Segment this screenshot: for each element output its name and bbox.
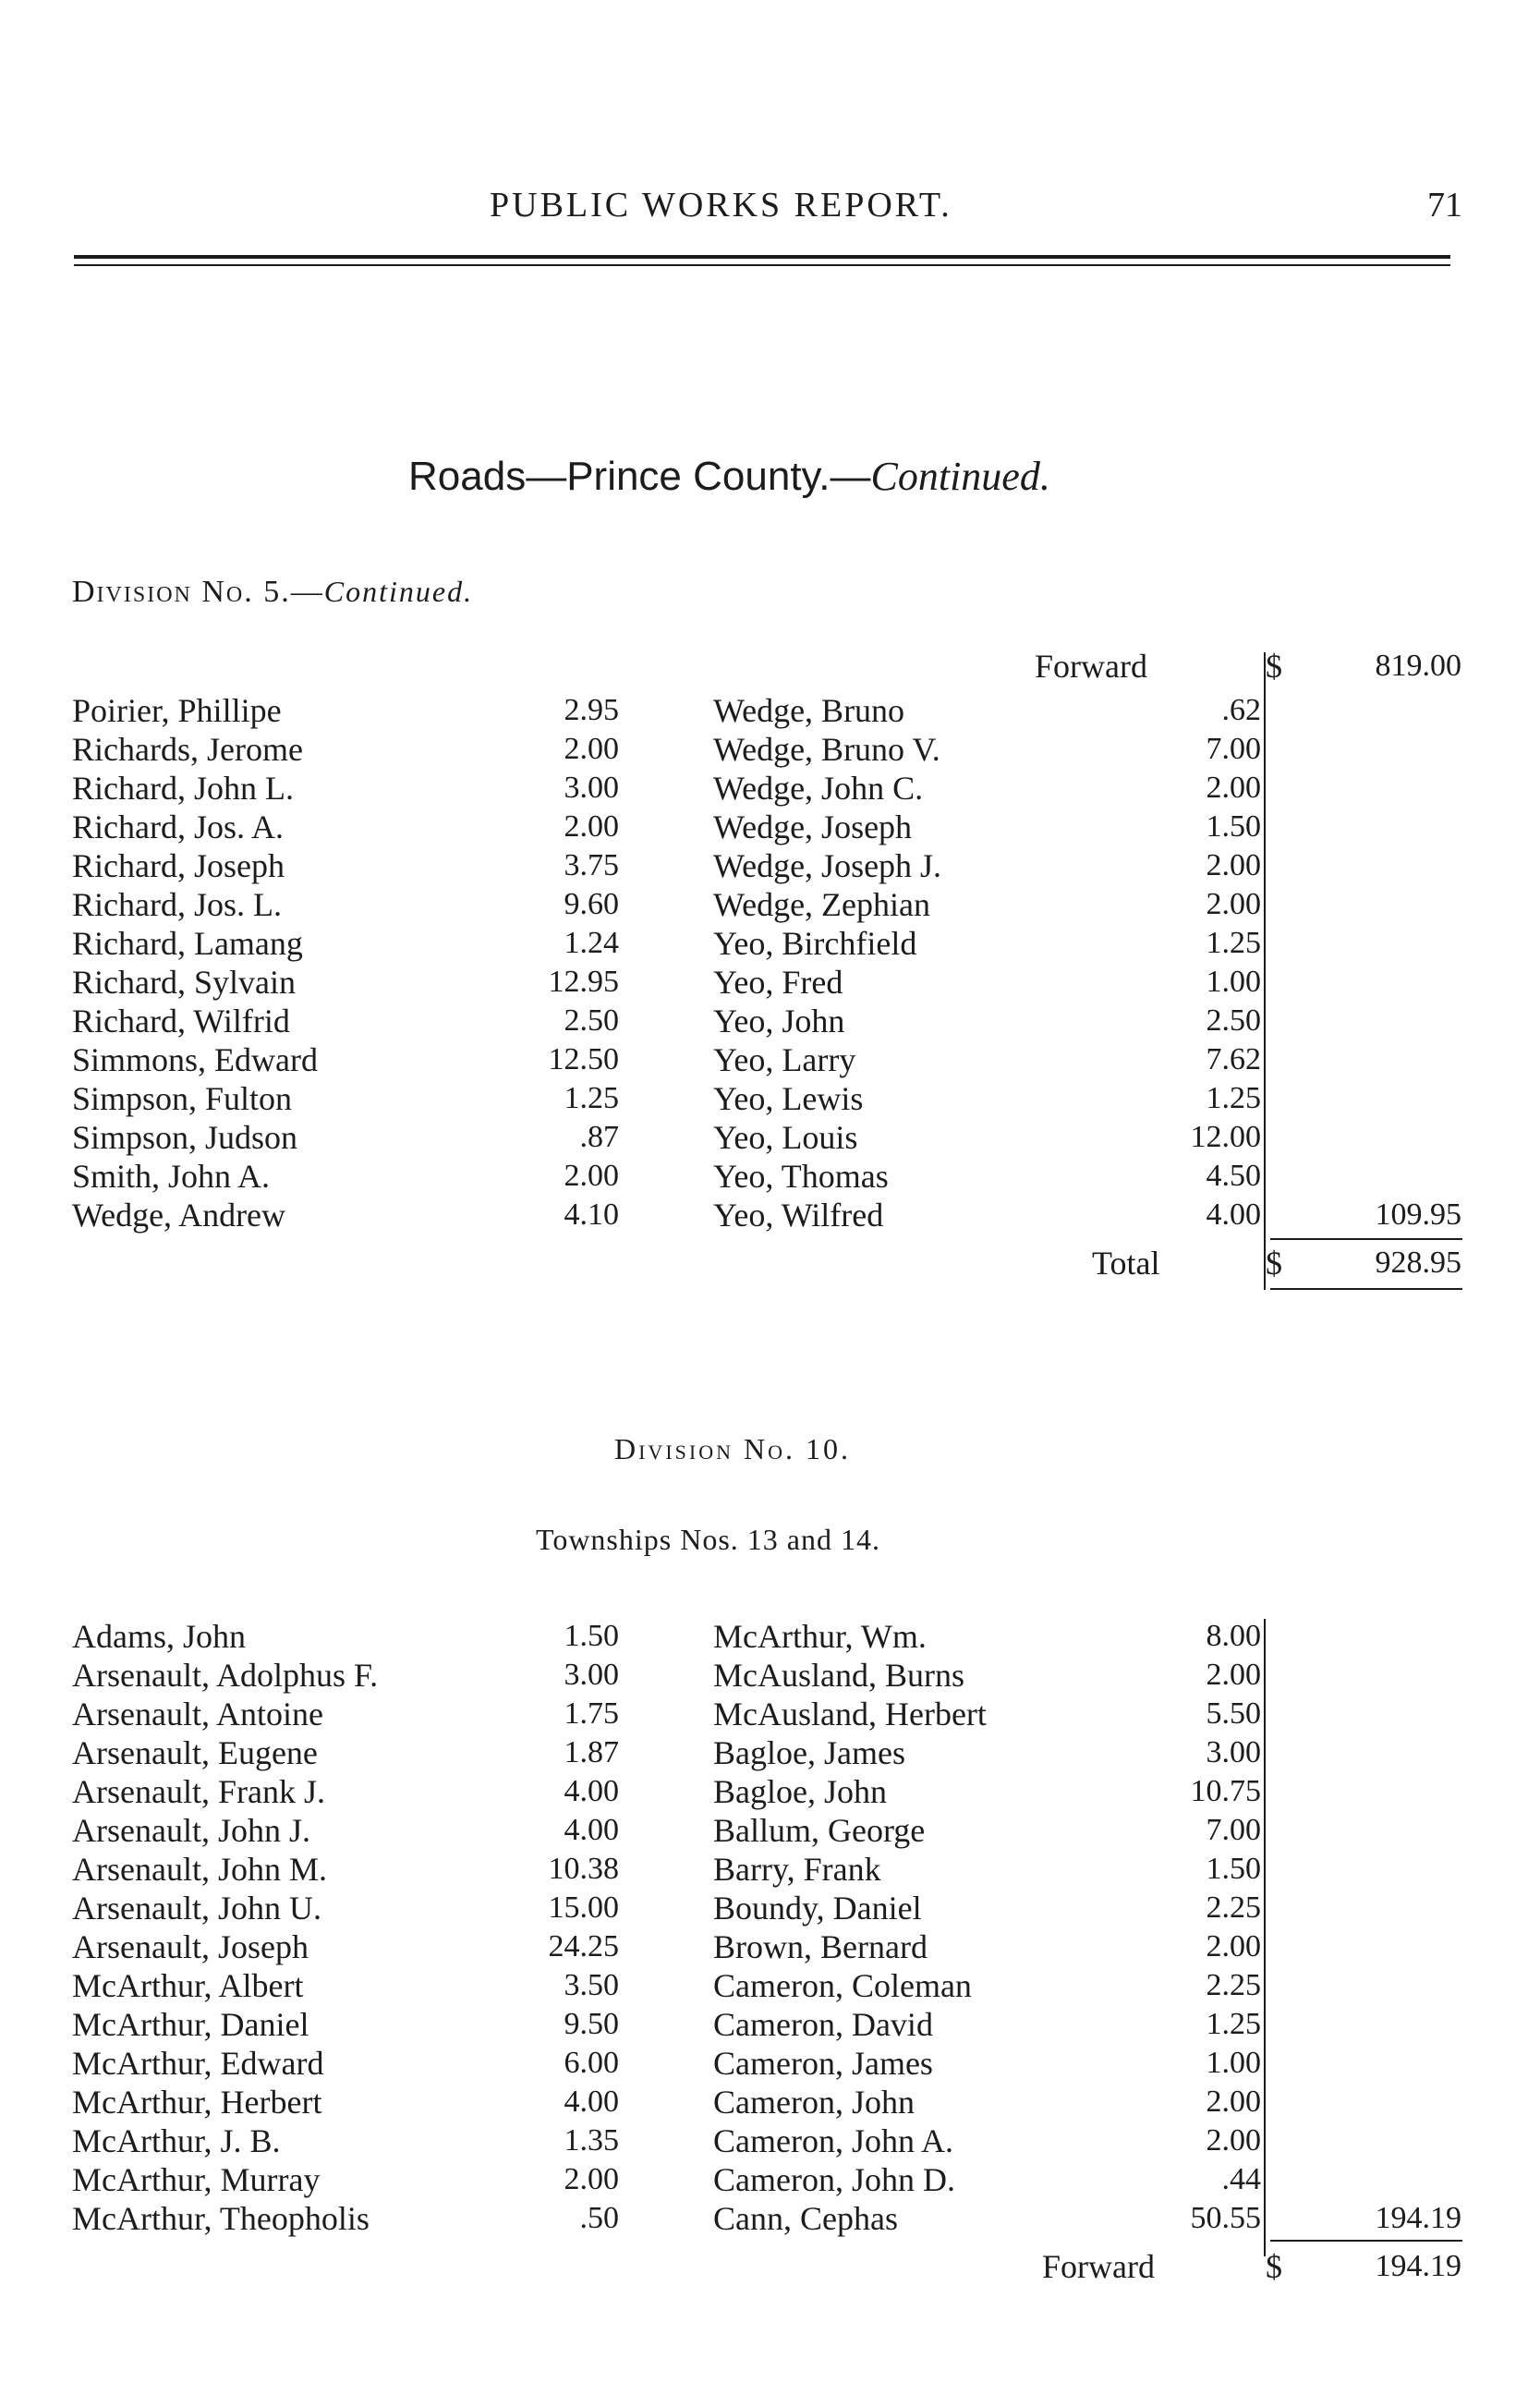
division-5-forward-amount: 819.00 bbox=[1375, 649, 1461, 683]
amount-cell: 2.95 bbox=[564, 693, 619, 727]
amount-cell: 12.95 bbox=[548, 965, 619, 999]
list-item: Richard, Lamang bbox=[72, 925, 303, 962]
list-item: Richards, Jerome bbox=[72, 731, 303, 768]
amount-cell: 1.25 bbox=[564, 1081, 619, 1115]
division-10-heading: Division No. 10. bbox=[614, 1432, 851, 1465]
list-item: Arsenault, Adolphus F. bbox=[72, 1657, 379, 1694]
amount-cell: 1.87 bbox=[564, 1735, 619, 1769]
amount-cell: 1.50 bbox=[564, 1619, 619, 1653]
amount-cell: 4.50 bbox=[1206, 1159, 1261, 1193]
amount-cell: 7.00 bbox=[1206, 1813, 1261, 1847]
list-item: Boundy, Daniel bbox=[713, 1890, 922, 1927]
division-5-continued: Continued. bbox=[323, 575, 474, 608]
amount-cell: 2.00 bbox=[1206, 771, 1261, 805]
amount-cell: 2.00 bbox=[1206, 848, 1261, 882]
list-item: Wedge, Zephian bbox=[713, 886, 931, 923]
list-item: Yeo, Thomas bbox=[713, 1158, 889, 1195]
amount-cell: 1.00 bbox=[1206, 2046, 1261, 2080]
amount-cell: .62 bbox=[1221, 693, 1261, 727]
division-10-column-rule bbox=[1264, 1619, 1266, 2256]
list-item: Adams, John bbox=[72, 1618, 246, 1655]
list-item: McArthur, Albert bbox=[72, 1967, 304, 2004]
amount-cell: 4.00 bbox=[564, 1813, 619, 1847]
amount-cell: 2.00 bbox=[1206, 2123, 1261, 2158]
list-item: Richard, Wilfrid bbox=[72, 1003, 290, 1039]
list-item: McArthur, Herbert bbox=[72, 2084, 322, 2121]
amount-cell: 4.00 bbox=[1206, 1197, 1261, 1232]
amount-cell: 4.00 bbox=[564, 2085, 619, 2119]
amount-cell: 4.10 bbox=[564, 1197, 619, 1232]
amount-cell: 2.00 bbox=[1206, 1658, 1261, 1692]
list-item: McArthur, Daniel bbox=[72, 2006, 309, 2043]
amount-cell: 5.50 bbox=[1206, 1696, 1261, 1731]
list-item: Richard, Sylvain bbox=[72, 964, 296, 1001]
list-item: Smith, John A. bbox=[72, 1158, 271, 1195]
list-item: Richard, Joseph bbox=[72, 847, 285, 884]
amount-cell: 2.00 bbox=[1206, 887, 1261, 921]
list-item: Arsenault, Eugene bbox=[72, 1734, 318, 1771]
division-10-subtotal: 194.19 bbox=[1375, 2201, 1461, 2235]
list-item: Yeo, Wilfred bbox=[713, 1197, 884, 1234]
division-5-total-dollar: $ bbox=[1266, 1245, 1282, 1282]
amount-cell: 1.50 bbox=[1206, 1852, 1261, 1886]
page-number: 71 bbox=[1427, 186, 1462, 225]
list-item: McArthur, Theopholis bbox=[72, 2200, 370, 2237]
list-item: Wedge, Andrew bbox=[72, 1197, 286, 1234]
running-head: PUBLIC WORKS REPORT. bbox=[490, 186, 952, 225]
division-5-heading bbox=[72, 575, 473, 610]
division-5-subtotal: 109.95 bbox=[1375, 1197, 1461, 1232]
list-item: Yeo, Birchfield bbox=[713, 925, 917, 962]
title-continued: Continued. bbox=[870, 454, 1050, 499]
list-item: Cann, Cephas bbox=[713, 2200, 898, 2237]
division-10-forward-amount: 194.19 bbox=[1375, 2249, 1461, 2283]
amount-cell: 1.25 bbox=[1206, 2007, 1261, 2041]
amount-cell: 12.50 bbox=[548, 1042, 619, 1076]
amount-cell: 2.00 bbox=[564, 2162, 619, 2196]
list-item: McAusland, Burns bbox=[713, 1657, 964, 1694]
division-5-label: Division No. 5.— bbox=[72, 575, 324, 609]
amount-cell: 3.00 bbox=[1206, 1735, 1261, 1769]
list-item: Yeo, Lewis bbox=[713, 1080, 864, 1117]
amount-cell: 1.25 bbox=[1206, 926, 1261, 960]
amount-cell: .87 bbox=[579, 1120, 619, 1154]
amount-cell: 3.00 bbox=[564, 771, 619, 805]
list-item: Arsenault, John U. bbox=[72, 1890, 321, 1927]
division-5-total-rule bbox=[1270, 1288, 1462, 1290]
header-rule-thick bbox=[74, 255, 1450, 259]
list-item: Arsenault, Antoine bbox=[72, 1696, 323, 1732]
list-item: Wedge, Bruno bbox=[713, 692, 905, 729]
division-10-forward-label: Forward bbox=[1042, 2248, 1155, 2285]
list-item: Cameron, John A. bbox=[713, 2122, 953, 2159]
townships-heading: Townships Nos. 13 and 14. bbox=[536, 1523, 880, 1556]
list-item: Arsenault, Joseph bbox=[72, 1928, 309, 1965]
list-item: Yeo, Fred bbox=[713, 964, 843, 1001]
amount-cell: 3.75 bbox=[564, 848, 619, 882]
list-item: Simpson, Judson bbox=[72, 1119, 298, 1156]
list-item: Yeo, Louis bbox=[713, 1119, 858, 1156]
amount-cell: 2.25 bbox=[1206, 1968, 1261, 2002]
page-title bbox=[408, 453, 1050, 500]
amount-cell: 10.38 bbox=[548, 1852, 619, 1886]
division-5-forward-dollar: $ bbox=[1266, 648, 1282, 685]
list-item: McArthur, Edward bbox=[72, 2045, 324, 2082]
amount-cell: 2.00 bbox=[1206, 2085, 1261, 2119]
list-item: McArthur, J. B. bbox=[72, 2122, 281, 2159]
division-10-subtotal-rule bbox=[1270, 2240, 1462, 2242]
title-main: Roads—Prince County.— bbox=[408, 454, 871, 499]
amount-cell: 1.75 bbox=[564, 1696, 619, 1731]
list-item: Wedge, Joseph J. bbox=[713, 847, 942, 884]
list-item: Cameron, James bbox=[713, 2045, 933, 2082]
amount-cell: 2.00 bbox=[564, 1159, 619, 1193]
amount-cell: 10.75 bbox=[1190, 1774, 1261, 1808]
list-item: Arsenault, John M. bbox=[72, 1851, 327, 1888]
amount-cell: 2.00 bbox=[564, 732, 619, 766]
list-item: Wedge, John C. bbox=[713, 770, 924, 807]
amount-cell: 2.50 bbox=[1206, 1003, 1261, 1038]
amount-cell: 3.00 bbox=[564, 1658, 619, 1692]
list-item: McArthur, Wm. bbox=[713, 1618, 927, 1655]
amount-cell: 6.00 bbox=[564, 2046, 619, 2080]
list-item: Simpson, Fulton bbox=[72, 1080, 293, 1117]
list-item: Wedge, Bruno V. bbox=[713, 731, 940, 768]
amount-cell: 2.25 bbox=[1206, 1890, 1261, 1925]
list-item: Wedge, Joseph bbox=[713, 808, 913, 845]
amount-cell: 9.60 bbox=[564, 887, 619, 921]
amount-cell: 7.62 bbox=[1206, 1042, 1261, 1076]
list-item: Cameron, John D. bbox=[713, 2161, 955, 2198]
list-item: Barry, Frank bbox=[713, 1851, 881, 1888]
amount-cell: 12.00 bbox=[1190, 1120, 1261, 1154]
list-item: Arsenault, John J. bbox=[72, 1812, 310, 1849]
list-item: Bagloe, John bbox=[713, 1773, 887, 1810]
list-item: Ballum, George bbox=[713, 1812, 926, 1849]
list-item: Cameron, John bbox=[713, 2084, 915, 2121]
division-5-forward-label: Forward bbox=[1035, 648, 1147, 685]
list-item: Richard, John L. bbox=[72, 770, 294, 807]
list-item: Cameron, David bbox=[713, 2006, 933, 2043]
amount-cell: 1.35 bbox=[564, 2123, 619, 2158]
amount-cell: 1.24 bbox=[564, 926, 619, 960]
list-item: Richard, Jos. A. bbox=[72, 808, 284, 845]
amount-cell: 15.00 bbox=[548, 1890, 619, 1925]
amount-cell: 1.50 bbox=[1206, 809, 1261, 844]
division-5-column-rule bbox=[1264, 652, 1266, 1290]
list-item: McArthur, Murray bbox=[72, 2161, 321, 2198]
list-item: Cameron, Coleman bbox=[713, 1967, 972, 2004]
amount-cell: 2.50 bbox=[564, 1003, 619, 1038]
list-item: Arsenault, Frank J. bbox=[72, 1773, 325, 1810]
amount-cell: 9.50 bbox=[564, 2007, 619, 2041]
division-5-total-label: Total bbox=[1092, 1245, 1160, 1282]
amount-cell: 4.00 bbox=[564, 1774, 619, 1808]
amount-cell: 2.00 bbox=[1206, 1929, 1261, 1963]
amount-cell: 8.00 bbox=[1206, 1619, 1261, 1653]
list-item: Yeo, John bbox=[713, 1003, 845, 1039]
amount-cell: 50.55 bbox=[1190, 2201, 1261, 2235]
list-item: Richard, Jos. L. bbox=[72, 886, 282, 923]
list-item: Bagloe, James bbox=[713, 1734, 905, 1771]
division-10-forward-dollar: $ bbox=[1266, 2248, 1282, 2285]
amount-cell: .44 bbox=[1221, 2162, 1261, 2196]
list-item: Yeo, Larry bbox=[713, 1041, 856, 1078]
amount-cell: 2.00 bbox=[564, 809, 619, 844]
list-item: Brown, Bernard bbox=[713, 1928, 928, 1965]
amount-cell: 3.50 bbox=[564, 1968, 619, 2002]
list-item: McAusland, Herbert bbox=[713, 1696, 987, 1732]
amount-cell: 7.00 bbox=[1206, 732, 1261, 766]
header-rule-thin bbox=[74, 264, 1450, 266]
amount-cell: 24.25 bbox=[548, 1929, 619, 1963]
amount-cell: .50 bbox=[579, 2201, 619, 2235]
division-5-total-amount: 928.95 bbox=[1375, 1246, 1461, 1280]
amount-cell: 1.25 bbox=[1206, 1081, 1261, 1115]
division-5-subtotal-rule bbox=[1270, 1238, 1462, 1240]
list-item: Poirier, Phillipe bbox=[72, 692, 282, 729]
amount-cell: 1.00 bbox=[1206, 965, 1261, 999]
list-item: Simmons, Edward bbox=[72, 1041, 318, 1078]
